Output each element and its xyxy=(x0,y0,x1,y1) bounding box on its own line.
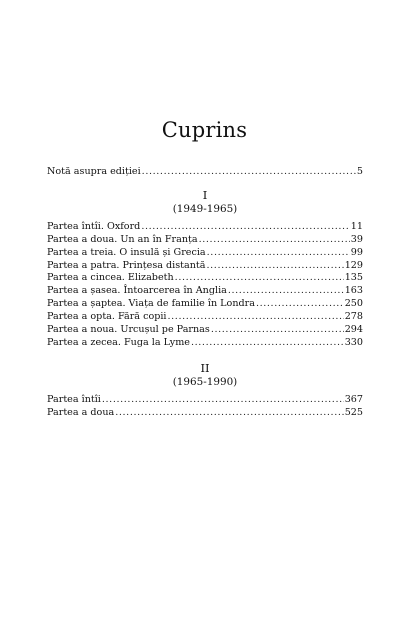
toc-entry xyxy=(47,247,363,260)
leader-dots xyxy=(199,234,350,247)
toc-entry xyxy=(47,298,363,311)
toc-entry-label: Partea întîi xyxy=(47,393,101,405)
toc-entry-label: Partea a opta. Fără copii xyxy=(47,311,167,323)
leader-dots xyxy=(115,407,343,420)
toc-entry-label: Partea a noua. Urcușul pe Parnas xyxy=(47,324,210,336)
leader-dots xyxy=(168,311,344,324)
toc-entry-label: Partea a cincea. Elizabeth xyxy=(47,272,174,284)
part-years: (1965-1990) xyxy=(172,375,238,388)
toc-entry-page: 5 xyxy=(356,166,363,177)
toc-entry xyxy=(47,407,363,420)
table-of-contents xyxy=(47,166,363,420)
leader-dots xyxy=(175,272,344,285)
toc-entry xyxy=(47,234,363,247)
toc-entry-page: 525 xyxy=(344,406,363,418)
toc-entry xyxy=(47,272,363,285)
leader-dots xyxy=(141,221,349,234)
toc-entry xyxy=(47,394,363,407)
toc-entry xyxy=(47,311,363,324)
toc-entry xyxy=(47,337,363,350)
toc-entry-label: Partea a doua xyxy=(47,406,115,418)
leader-dots xyxy=(142,166,356,179)
toc-entry xyxy=(47,285,363,298)
toc-entry-page: 367 xyxy=(344,393,363,405)
part-numeral: II xyxy=(200,360,210,375)
leader-dots xyxy=(207,247,350,260)
toc-entry-page: 250 xyxy=(344,298,363,310)
toc-entry-page: 11 xyxy=(350,220,363,232)
toc-entry-label: Partea a șasea. Întoarcerea în Anglia xyxy=(47,285,227,297)
toc-entry-label: Partea a patra. Prințesa distantă xyxy=(47,259,206,271)
leader-dots xyxy=(228,285,344,298)
toc-entry-label: Partea a zecea. Fuga la Lyme xyxy=(47,336,190,348)
toc-entry-label: Partea întîi. Oxford xyxy=(47,220,141,232)
toc-entry-note xyxy=(47,166,363,179)
part-years: (1949-1965) xyxy=(172,202,238,215)
toc-entry-page: 135 xyxy=(344,272,363,284)
page-title: Cuprins xyxy=(161,118,248,142)
leader-dots xyxy=(102,394,344,407)
toc-entry xyxy=(47,324,363,337)
toc-entry-label: Partea a șaptea. Viața de familie în Londra xyxy=(47,298,255,310)
toc-entry-label: Notă asupra ediției xyxy=(47,166,141,177)
toc-entry-page: 163 xyxy=(344,285,363,297)
toc-entry-page: 99 xyxy=(350,246,363,258)
toc-entry xyxy=(47,221,363,234)
leader-dots xyxy=(256,298,344,311)
part-numeral: I xyxy=(202,187,208,202)
toc-entry xyxy=(47,260,363,273)
toc-entry-page: 39 xyxy=(350,233,363,245)
leader-dots xyxy=(191,337,344,350)
toc-entry-page: 129 xyxy=(344,259,363,271)
leader-dots xyxy=(211,324,344,337)
toc-entry-label: Partea a doua. Un an în Franța xyxy=(47,233,198,245)
toc-entry-page: 330 xyxy=(344,336,363,348)
toc-entry-label: Partea a treia. O insulă și Grecia xyxy=(47,246,206,258)
leader-dots xyxy=(207,260,344,273)
toc-entry-page: 294 xyxy=(344,324,363,336)
toc-entry-page: 278 xyxy=(344,311,363,323)
